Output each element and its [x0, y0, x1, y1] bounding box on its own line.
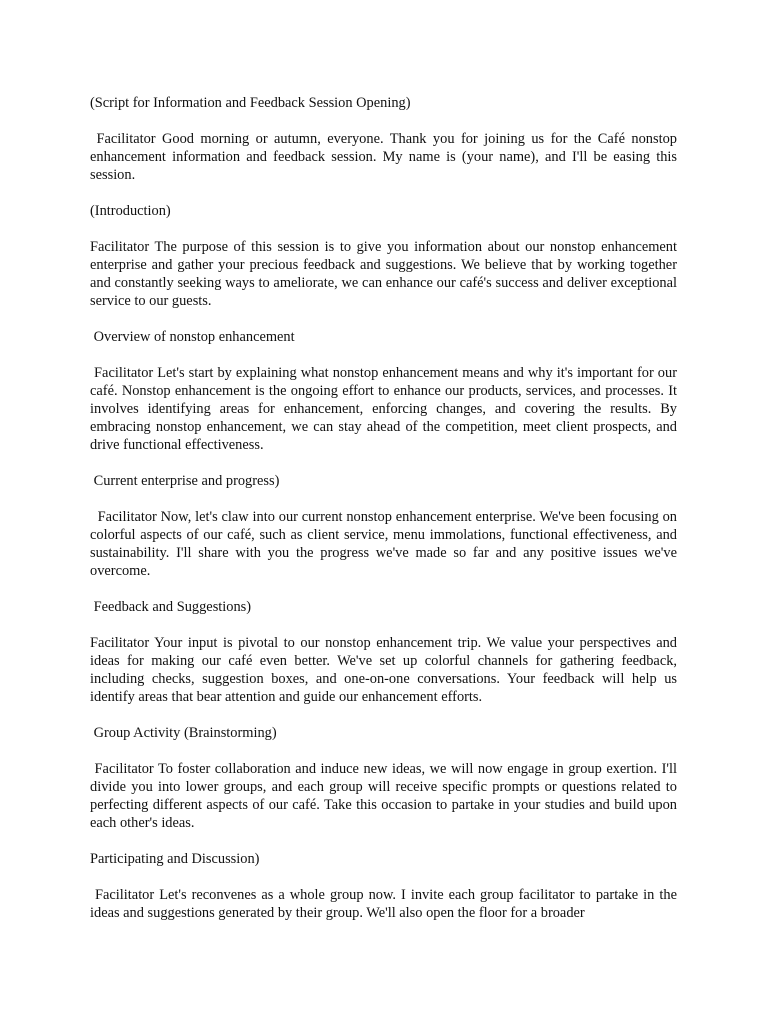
welcome-paragraph: Facilitator Good morning or autumn, everyone. Thank you for joining us for the Café nonstop enhancement information and feedback session. My name is (your name), and I'll be easing this session. — [90, 131, 681, 183]
current-enterprise-paragraph: Facilitator Now, let's claw into our current nonstop enhancement enterprise. We've been focusing on colorful aspects of our café, such as client service, menu immolations, functional effectiveness, and sustainability. I'll share with you the progress we've made so far and any positive issues we've overcome. — [90, 509, 681, 579]
script-title: (Script for Information and Feedback Session Opening) — [90, 95, 411, 111]
introduction-paragraph: Facilitator The purpose of this session is to give you information about our nonstop enhancement enterprise and gather your precious feedback and suggestions. We believe that by working together and constantly seeking ways to ameliorate, we can enhance our café's success and deliver exceptional service to our guests. — [90, 239, 681, 309]
group-activity-heading: Group Activity (Brainstorming) — [90, 725, 277, 741]
participating-paragraph: Facilitator Let's reconvenes as a whole group now. I invite each group facilitator to partake in the ideas and suggestions generated by their group. We'll also open the floor for a broader — [90, 887, 681, 921]
participating-heading: Participating and Discussion) — [90, 851, 260, 867]
document-body — [90, 94, 681, 940]
group-activity-paragraph: Facilitator To foster collaboration and induce new ideas, we will now engage in group exertion. I'll divide you into lower groups, and each group will receive specific prompts or questions related to perfecting different aspects of our café. Take this occasion to partake in your studies and build upon each other's ideas. — [90, 761, 681, 831]
introduction-heading: (Introduction) — [90, 203, 171, 219]
feedback-heading: Feedback and Suggestions) — [90, 599, 252, 615]
feedback-paragraph: Facilitator Your input is pivotal to our nonstop enhancement trip. We value your perspectives and ideas for making our café even better. We've set up colorful channels for gathering feedback, including checks, suggestion boxes, and one-on-one conversations. Your feedback will help us identify areas that bear attention and guide our enhancement efforts. — [90, 635, 681, 705]
overview-heading: Overview of nonstop enhancement — [90, 329, 295, 345]
current-enterprise-heading: Current enterprise and progress) — [90, 473, 280, 489]
overview-paragraph: Facilitator Let's start by explaining what nonstop enhancement means and why it's important for our café. Nonstop enhancement is the ongoing effort to enhance our products, services, and processes. It involves identifying areas for enhancement, enforcing changes, and covering the results. By embracing nonstop enhancement, we can stay ahead of the competition, meet client prospects, and drive functional effectiveness. — [90, 365, 681, 453]
